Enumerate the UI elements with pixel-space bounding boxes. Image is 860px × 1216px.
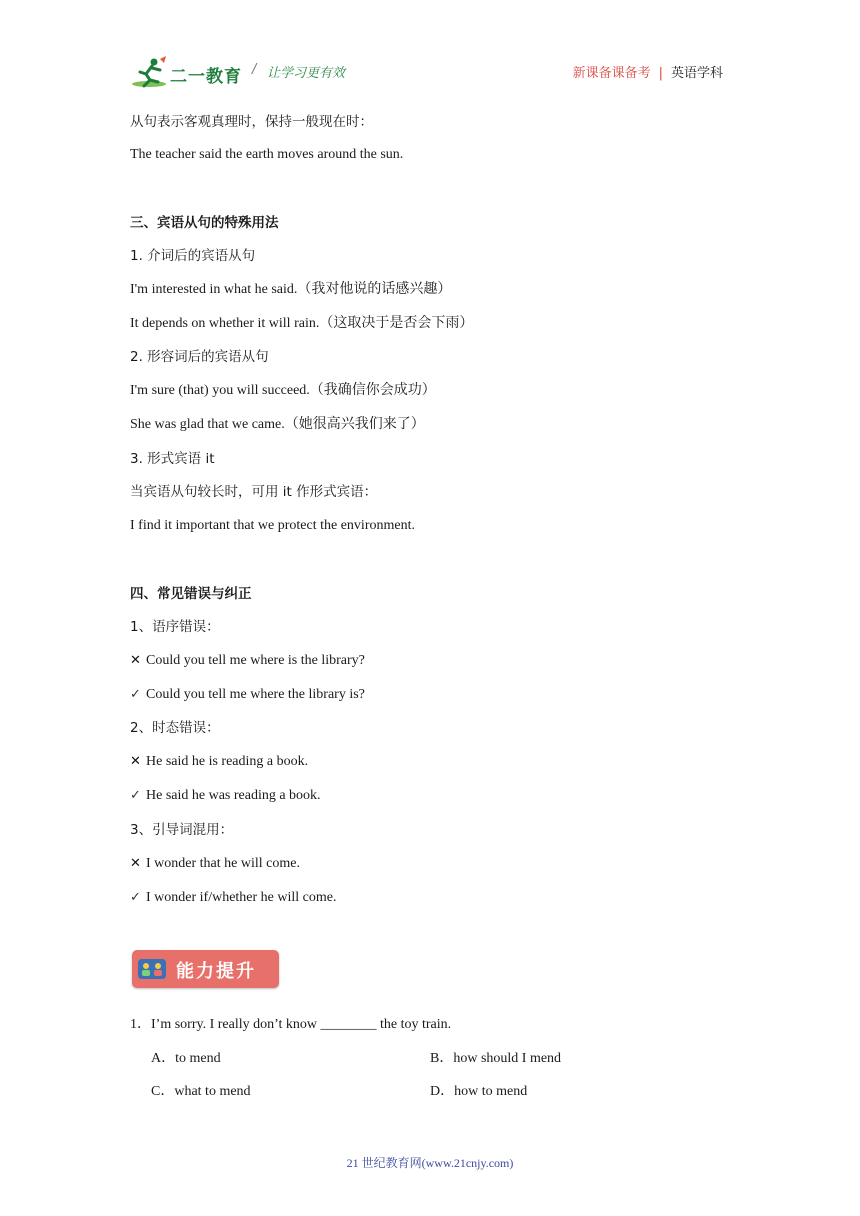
wrong-example (130, 651, 365, 671)
question-stem: 1．I’m sorry. I really don’t know ________ the toy train. (130, 1017, 452, 1032)
header-right (573, 62, 723, 81)
logo-text: 二一教育 (170, 67, 242, 87)
header-course-label: 新课备课备考 (572, 66, 651, 81)
right-example (130, 685, 365, 705)
header-subject: 英语学科 (670, 66, 723, 81)
wrong-sentence: He said he is reading a book. (146, 754, 309, 769)
right-sentence: Could you tell me where the library is? (146, 687, 365, 702)
check-icon: ✓ (130, 788, 141, 803)
section-heading: 四、常见错误与纠正 (130, 586, 252, 602)
cross-icon: ✕ (130, 754, 141, 769)
subheading: 2. 形容词后的宾语从句 (130, 349, 269, 365)
wrong-sentence: I wonder that he will come. (146, 856, 300, 871)
option-c: C．what to mend (151, 1084, 251, 1099)
body-text: 从句表示客观真理时，保持一般现在时： (130, 114, 373, 130)
option-a: A．to mend (151, 1051, 221, 1066)
example-sentence: It depends on whether it will rain.（这取决于是否会下雨） (130, 316, 474, 331)
wrong-sentence: Could you tell me where is the library? (146, 653, 365, 668)
right-sentence: I wonder if/whether he will come. (146, 890, 337, 905)
cross-icon: ✕ (130, 653, 141, 668)
check-icon: ✓ (130, 687, 141, 702)
page-header (0, 0, 860, 100)
example-sentence: The teacher said the earth moves around the sun. (130, 147, 404, 162)
example-sentence: I find it important that we protect the environment. (130, 518, 415, 533)
option-b: B．how should I mend (430, 1051, 562, 1066)
logo (132, 56, 252, 90)
check-icon: ✓ (130, 890, 141, 905)
cross-icon: ✕ (130, 856, 141, 871)
right-example (130, 888, 337, 908)
error-category: 2、时态错误： (130, 720, 220, 736)
wrong-example (130, 752, 308, 772)
header-separator: | (658, 66, 663, 81)
slogan: 让学习更有效 (267, 66, 346, 81)
right-sentence: He said he was reading a book. (146, 788, 321, 803)
runner-logo-icon (132, 56, 170, 90)
error-category: 3、引导词混用： (130, 822, 234, 838)
option-d: D．how to mend (430, 1084, 528, 1099)
page-footer: 21 世纪教育网(www.21cnjy.com) (346, 1156, 514, 1170)
example-sentence: She was glad that we came.（她很高兴我们来了） (130, 417, 425, 432)
wrong-example (130, 854, 300, 874)
right-example (130, 786, 321, 806)
ability-banner (132, 950, 279, 988)
example-sentence: I'm interested in what he said.（我对他说的话感兴趣） (130, 282, 452, 297)
subheading: 3. 形式宾语 it (130, 451, 215, 467)
banner-label: 能力提升 (176, 961, 256, 982)
example-sentence: I'm sure (that) you will succeed.（我确信你会成功） (130, 383, 436, 398)
error-category: 1、语序错误： (130, 619, 220, 635)
slogan-separator: / (252, 62, 257, 77)
subheading: 1. 介词后的宾语从句 (130, 248, 256, 264)
people-icon (138, 959, 166, 979)
body-text: 当宾语从句较长时，可用 it 作形式宾语： (130, 484, 378, 500)
section-heading: 三、宾语从句的特殊用法 (130, 215, 279, 231)
